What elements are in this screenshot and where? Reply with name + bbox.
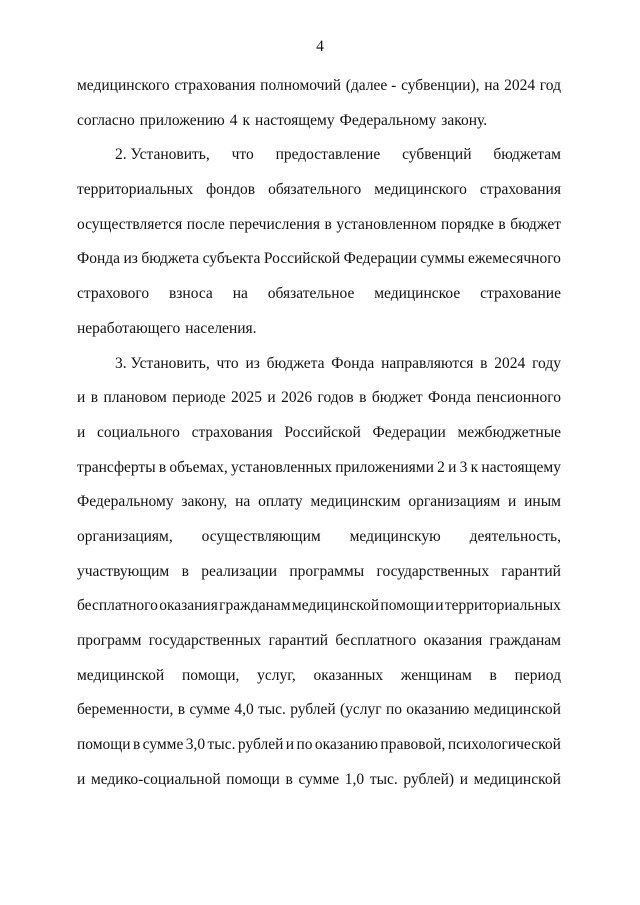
word: бесплатного: [335, 632, 417, 649]
word: периоде: [172, 389, 226, 407]
text-line: [77, 735, 561, 770]
word: (далее -: [345, 77, 397, 94]
word: Фонда: [428, 389, 472, 407]
word: тыс.: [369, 770, 398, 788]
word: Российской: [263, 250, 341, 268]
word: и: [77, 389, 86, 407]
word: трансферты: [77, 458, 156, 476]
word: и: [435, 597, 444, 615]
word: организациям,: [77, 527, 173, 545]
text-line: [77, 180, 561, 215]
word: помощи: [226, 770, 280, 788]
text-line: [77, 354, 561, 389]
text-line: [77, 596, 561, 631]
word: субвенций: [402, 146, 472, 164]
word: обязательное: [267, 285, 355, 303]
word: 2: [437, 458, 445, 476]
word: 2025: [230, 389, 262, 407]
word: беременности,: [77, 701, 174, 719]
document-body: [77, 76, 561, 804]
word: год: [539, 77, 561, 94]
word: и: [508, 493, 517, 511]
text-line: [77, 111, 561, 146]
word: настоящему: [481, 458, 561, 476]
word: медицинскую: [349, 527, 441, 545]
word: и: [285, 736, 295, 754]
word: 4,0: [234, 701, 254, 719]
word: в: [498, 215, 506, 233]
word: Федерации: [343, 250, 417, 268]
word: организациям: [408, 493, 501, 511]
word: полномочий: [260, 77, 342, 94]
text-line: [77, 562, 561, 597]
word: по: [296, 736, 313, 754]
word: межбюджетные: [457, 423, 561, 441]
word: страхование: [480, 285, 561, 303]
word: помощи: [77, 736, 131, 754]
word: 3. Установить,: [115, 354, 210, 372]
word: в: [177, 701, 186, 719]
word: гражданам: [489, 632, 561, 649]
word: рублей: [290, 701, 336, 719]
word: оказанию: [406, 701, 470, 719]
word: рублей: [237, 736, 284, 754]
word: страхового: [77, 285, 150, 303]
word: в: [90, 389, 99, 407]
word: страхования: [191, 423, 273, 441]
word: медицинской: [473, 770, 561, 788]
text-line: [77, 284, 561, 319]
word: Федеральному: [77, 493, 174, 511]
word: иным: [524, 493, 561, 511]
word: фондов: [206, 181, 256, 199]
word: перечисления: [229, 215, 320, 233]
word: 3,0: [185, 736, 206, 754]
word: из: [245, 354, 260, 372]
word: Российской: [284, 423, 361, 441]
word: в: [359, 389, 367, 407]
word: в: [132, 736, 141, 754]
word: к: [242, 111, 251, 129]
word: закону,: [181, 493, 228, 511]
word: Фонда: [331, 354, 375, 372]
text-line: [77, 770, 561, 805]
word: в: [480, 354, 488, 372]
text-line: [77, 215, 561, 250]
word: установленных: [231, 458, 333, 476]
word: оказанию: [314, 736, 379, 754]
word: медицинского: [374, 181, 467, 199]
word: медицинского: [77, 77, 170, 94]
word: медицинской: [291, 597, 380, 615]
word: объемах,: [169, 458, 228, 476]
word: направляются: [381, 354, 474, 372]
text-line: [77, 319, 561, 354]
word: оказания: [159, 597, 218, 615]
word: Федерации: [372, 423, 446, 441]
word: бесплатного: [77, 597, 158, 615]
word: плановом: [103, 389, 167, 407]
word: территориальных: [444, 597, 561, 615]
word: Фонда: [77, 250, 121, 268]
text-line: [77, 666, 561, 701]
word: оплату: [258, 493, 303, 511]
word: оказания: [423, 632, 483, 649]
word: помощи: [380, 597, 434, 615]
word: приложению: [139, 111, 225, 129]
word: в: [158, 458, 167, 476]
word: пенсионного: [476, 389, 561, 407]
word: программы: [289, 562, 365, 580]
word: медицинской: [77, 666, 165, 684]
word: реализации: [201, 562, 277, 580]
word: страхования: [174, 77, 256, 94]
word: к: [470, 458, 479, 476]
word: взноса: [168, 285, 213, 303]
word: настоящему: [255, 111, 335, 129]
word: 2. Установить,: [115, 146, 210, 164]
word: сумме: [298, 770, 340, 788]
word: согласно: [77, 111, 135, 129]
word: страхования: [479, 181, 561, 199]
word: сумме: [142, 736, 184, 754]
word: что: [231, 146, 254, 164]
word: предоставление: [275, 146, 381, 164]
word: тыс.: [257, 701, 286, 719]
word: бюджета: [141, 250, 200, 268]
word: и: [448, 458, 457, 476]
word: гражданам: [219, 597, 291, 615]
text-line: [77, 700, 561, 735]
word: в: [324, 215, 332, 233]
word: сумме: [189, 701, 231, 719]
word: бюджет: [510, 215, 561, 233]
text-line: [77, 145, 561, 180]
word: бюджет: [371, 389, 423, 407]
word: и: [267, 389, 276, 407]
word: годов: [317, 389, 354, 407]
word: по: [385, 701, 402, 719]
word: в: [489, 666, 497, 684]
word: рублей): [403, 770, 455, 788]
word: (услуг: [340, 701, 382, 719]
word: гарантий: [268, 632, 329, 649]
word: 3: [459, 458, 468, 476]
word: государственных: [376, 562, 490, 580]
word: неработающего: [77, 319, 181, 337]
word: установленном: [336, 215, 437, 233]
word: правовой,: [380, 736, 446, 754]
word: и: [77, 770, 86, 788]
text-line: [77, 458, 561, 493]
text-line: [77, 631, 561, 666]
word: услуг,: [257, 666, 296, 684]
word: населения.: [185, 319, 257, 337]
word: оказанных: [313, 666, 384, 684]
text-line: [77, 249, 561, 284]
word: 4: [229, 111, 238, 129]
word: медико-социальной: [90, 770, 221, 788]
word: на: [232, 285, 248, 303]
word: государственных: [148, 632, 262, 649]
page-number: 4: [316, 38, 324, 55]
word: бюджетам: [493, 146, 561, 164]
word: суммы: [420, 250, 465, 268]
word: период: [514, 666, 561, 684]
word: осуществляющим: [201, 527, 321, 545]
word: порядке: [441, 215, 494, 233]
text-line: [77, 388, 561, 423]
word: деятельность,: [469, 527, 561, 545]
word: 1,0: [344, 770, 365, 788]
word: 2024: [504, 77, 536, 94]
word: медицинским: [310, 493, 401, 511]
word: помощи,: [181, 666, 240, 684]
word: женщинам: [400, 666, 472, 684]
word: субвенции),: [401, 77, 480, 94]
word: субъекта: [202, 250, 261, 268]
word: и: [77, 423, 86, 441]
word: ежемесячного: [468, 250, 561, 268]
word: бюджета: [266, 354, 325, 372]
text-line: [77, 423, 561, 458]
word: из: [123, 250, 138, 268]
word: в: [285, 770, 293, 788]
word: на: [484, 77, 500, 94]
word: в: [181, 562, 189, 580]
word: социального: [97, 423, 180, 441]
word: году: [532, 354, 561, 372]
word: территориальных: [77, 181, 194, 199]
word: 2024: [494, 354, 526, 372]
word: на: [235, 493, 251, 511]
text-line: [77, 76, 561, 111]
word: гарантий: [501, 562, 561, 580]
word: тыс.: [207, 736, 236, 754]
word: 2026: [281, 389, 313, 407]
word: закону.: [441, 111, 488, 129]
word: медицинское: [374, 285, 461, 303]
word: приложениями: [335, 458, 434, 476]
text-line: [77, 527, 561, 562]
word: психологической: [447, 736, 561, 754]
text-line: [77, 492, 561, 527]
word: программ: [77, 632, 142, 649]
word: и: [459, 770, 469, 788]
word: участвующим: [77, 562, 170, 580]
word: Федеральному: [339, 111, 437, 129]
word: медицинской: [473, 701, 561, 719]
word: что: [216, 354, 239, 372]
word: обязательного: [268, 181, 362, 199]
word: после: [186, 215, 225, 233]
word: осуществляется: [77, 215, 183, 233]
